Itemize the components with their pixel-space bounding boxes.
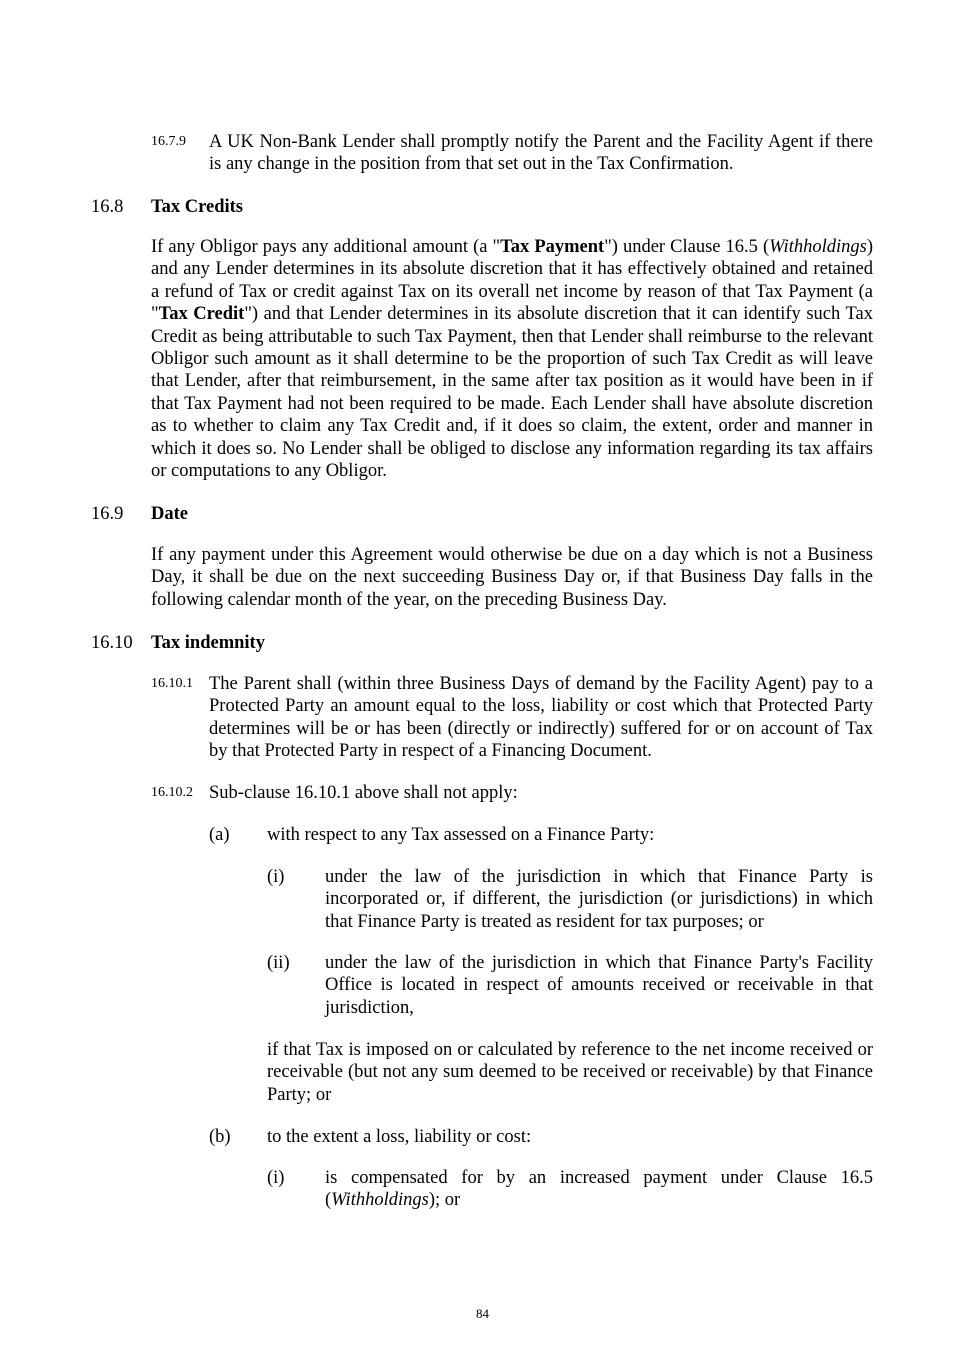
section-title: Date: [151, 504, 188, 524]
section-number: 16.10: [91, 633, 133, 653]
clause-16-10-1-text: The Parent shall (within three Business Days of demand by the Facility Agent) pay to a Protected Party an amount equal to the loss, liability or cost which that Protected Party determines will be or has been (directly or indirectly) suffered for or on account of Tax by that Protected Party in respect of a Financing Document.: [209, 674, 873, 762]
item-a-i-text: under the law of the jurisdiction in which that Finance Party is incorporated or, if different, the jurisdiction (or jurisdictions) in which that Finance Party is treated as resident for tax purposes; or: [325, 867, 873, 932]
list-label: (b): [209, 1127, 231, 1147]
section-title: Tax Credits: [151, 197, 244, 217]
list-label: (ii): [267, 953, 290, 973]
item-a-tail-text: if that Tax is imposed on or calculated by reference to the net income received or receivable (but not any sum deemed to be received or receivable) by that Finance Party; or: [267, 1040, 873, 1105]
item-a-ii-text: under the law of the jurisdiction in which that Finance Party's Facility Office is located in respect of amounts received or receivable in that jurisdiction,: [325, 953, 873, 1018]
page-number: 84: [476, 1306, 489, 1321]
list-label: (i): [267, 867, 285, 887]
defined-term: Tax Credit: [158, 304, 245, 325]
item-b-text: to the extent a loss, liability or cost:: [267, 1127, 532, 1147]
section-number: 16.8: [91, 197, 124, 217]
item-a-text: with respect to any Tax assessed on a Finance Party:: [267, 825, 655, 845]
section-title: Tax indemnity: [151, 633, 265, 653]
tax-credits-paragraph: If any Obligor pays any additional amount (a "Tax Payment") under Clause 16.5 (Withholdings) and any Lender determines in its absolute discretion that it has effectively obtained and retained a refund of Tax or credit against Tax on its overall net income by reason of that Tax Payment (a "Tax Credit") and that Lender determines in its absolute discretion that it can identify such Tax Credit as being attributable to such Tax Payment, then that Lender shall reimburse to the relevant Obligor such amount as it shall determine to be the proportion of such Tax Credit as will leave that Lender, after that reimbursement, in the same after tax position as it would have been in if that Tax Payment had not been required to be made. Each Lender shall have absolute discretion as to whether to claim any Tax Credit and, if it does so claim, the extent, order and manner in which it does so. No Lender shall be obliged to disclose any information regarding its tax affairs or computations to any Obligor.: [151, 237, 873, 482]
list-label: (i): [267, 1168, 285, 1188]
list-label: (a): [209, 825, 230, 845]
item-b-i-text: is compensated for by an increased payment under Clause 16.5 (Withholdings); or: [325, 1168, 873, 1211]
date-paragraph: If any payment under this Agreement would otherwise be due on a day which is not a Business Day, it shall be due on the next succeeding Business Day or, if that Business Day falls in the following calendar month of the year, on the preceding Business Day.: [151, 545, 873, 610]
section-number: 16.9: [91, 504, 124, 524]
clause-reference: Withholdings: [331, 1190, 429, 1211]
clause-reference: Withholdings: [769, 237, 867, 257]
clause-16-7-9-text: A UK Non-Bank Lender shall promptly notify the Parent and the Facility Agent if there is any change in the position from that set out in the Tax Confirmation.: [209, 132, 873, 175]
defined-term: Tax Payment: [500, 237, 605, 257]
clause-number: 16.7.9: [151, 134, 186, 149]
clause-number: 16.10.1: [151, 676, 193, 691]
clause-16-10-2-text: Sub-clause 16.10.1 above shall not apply:: [209, 783, 518, 803]
clause-number: 16.10.2: [151, 785, 193, 800]
